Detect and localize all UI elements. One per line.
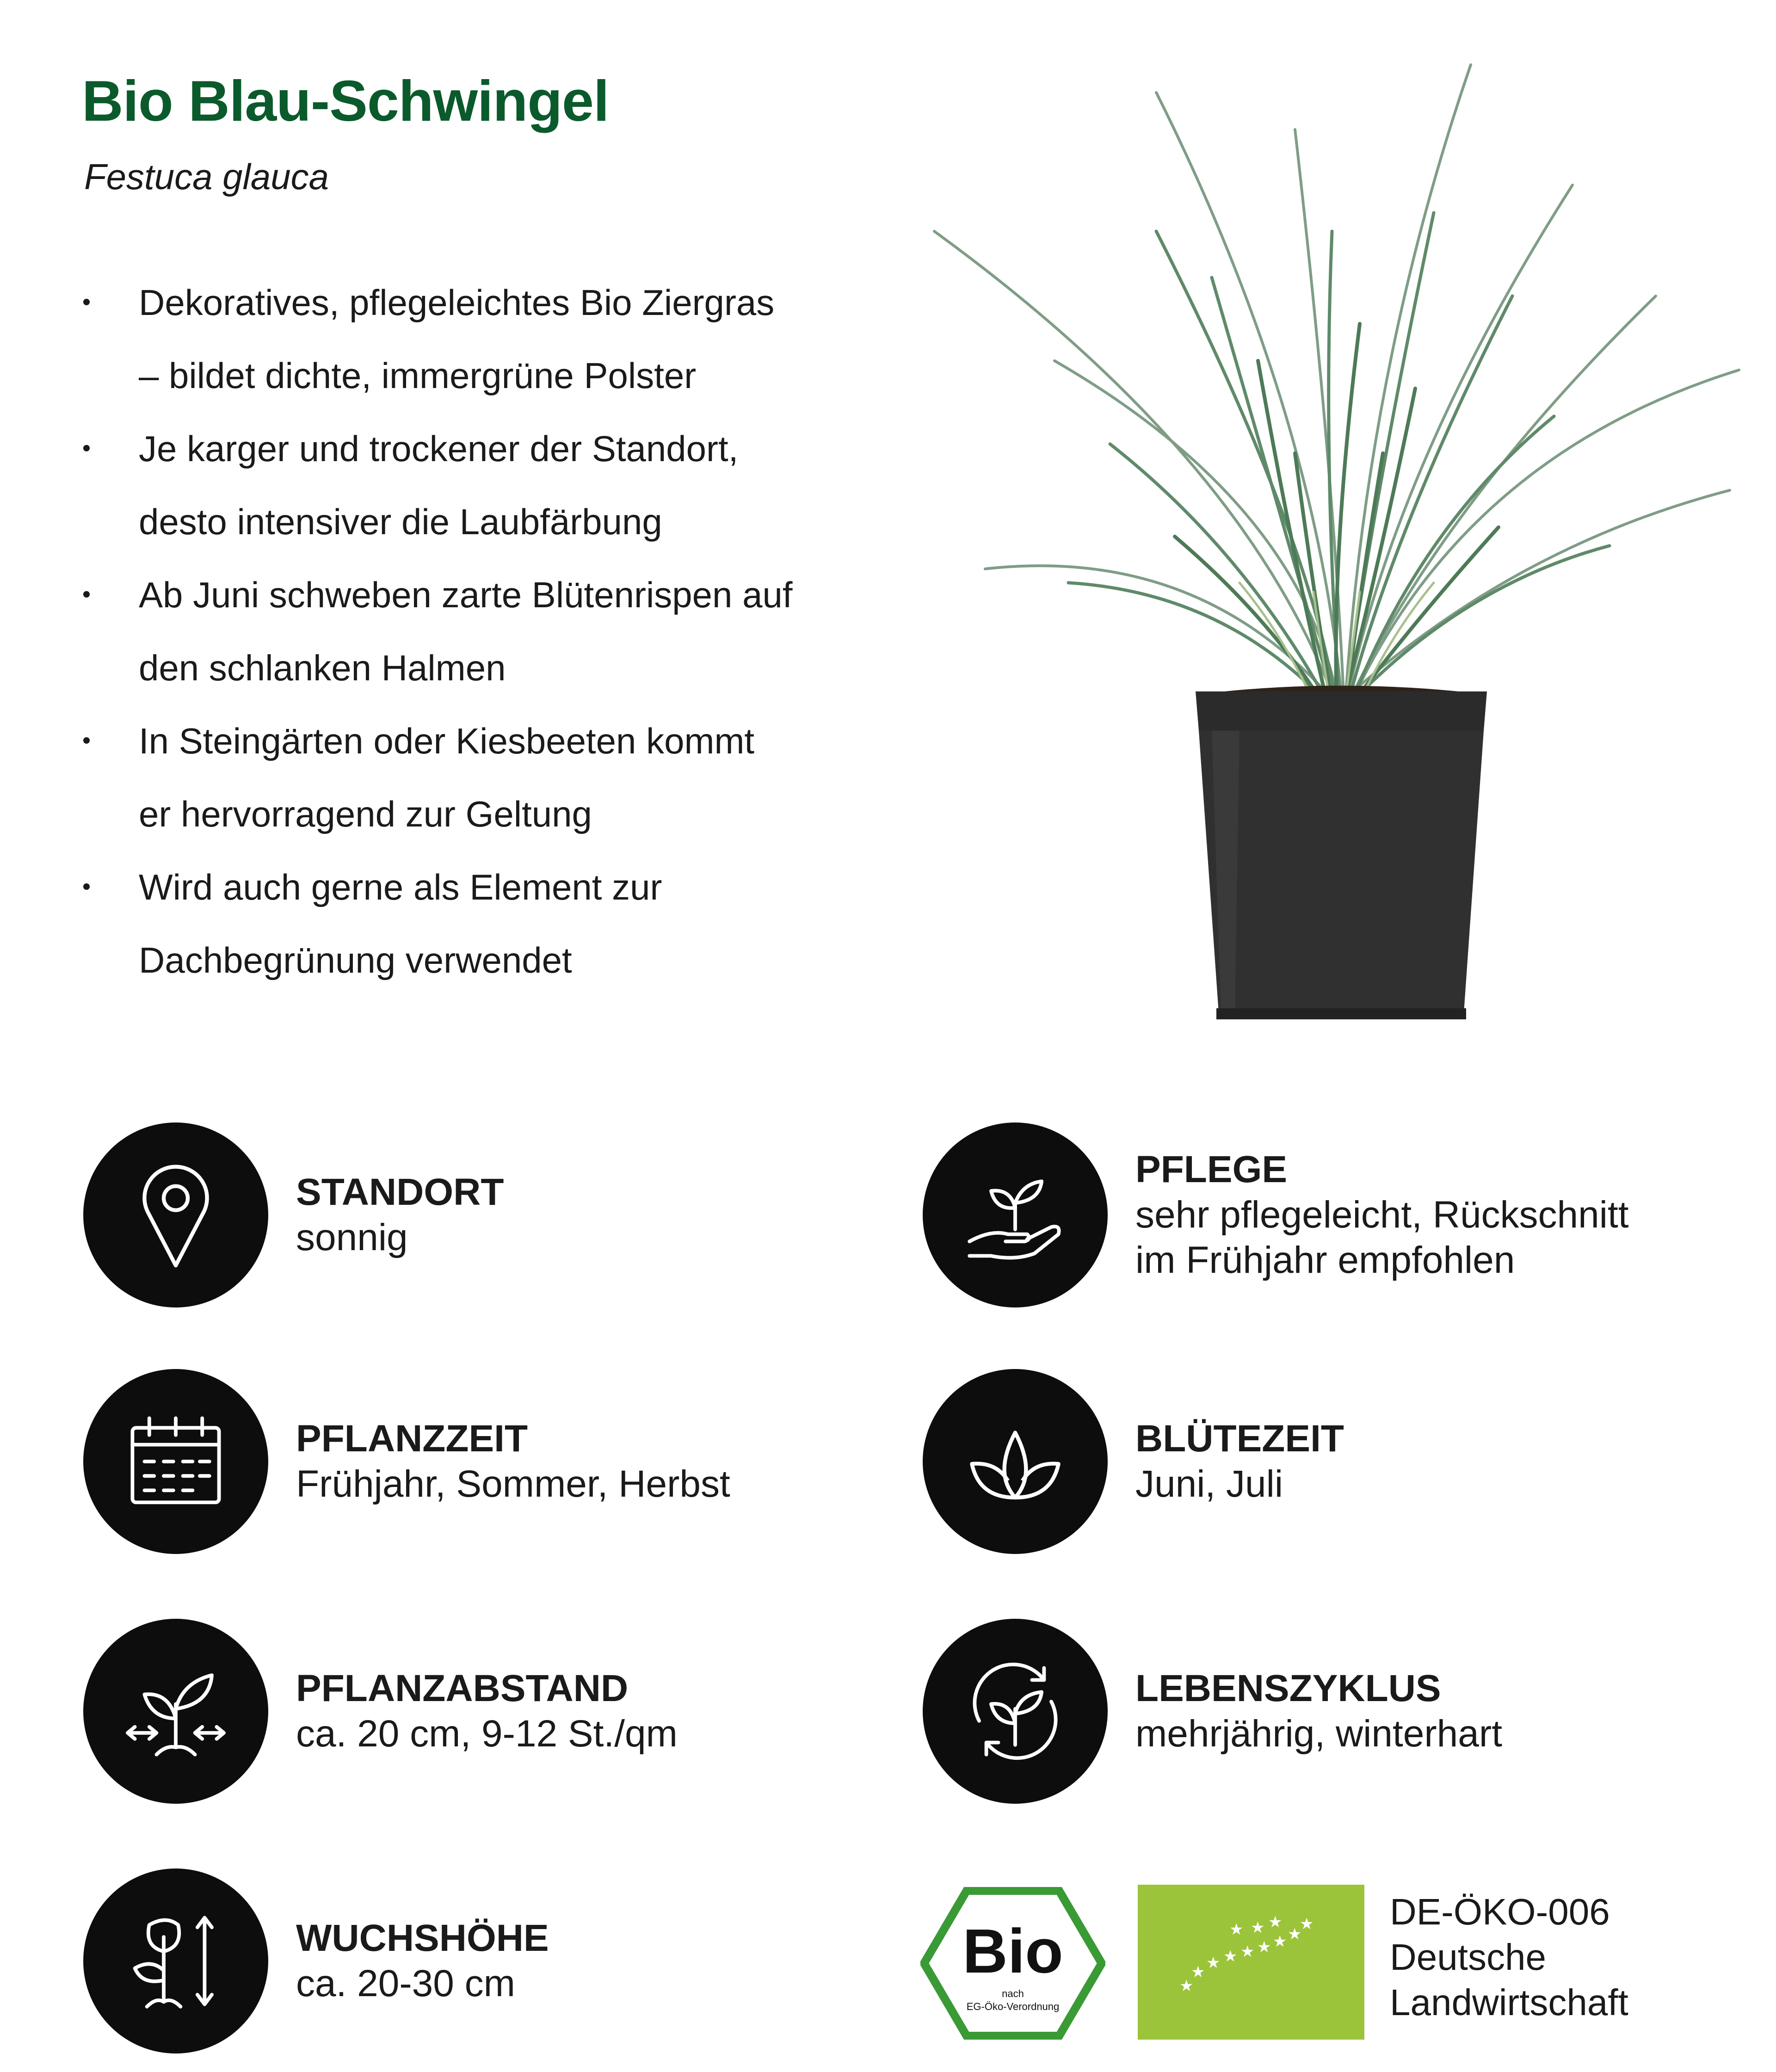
bullet-item: Wird auch gerne als Element zur Dachbegrünung verwendet — [79, 851, 902, 997]
feature-lebenszyklus — [923, 1619, 1663, 1804]
cert-line: Deutsche — [1390, 1936, 1546, 1978]
feature-label: BLÜTEZEIT — [1135, 1418, 1344, 1460]
bio-seal-subtext: EG-Öko-Verordnung — [966, 2001, 1060, 2012]
bullet-item: Dekoratives, pflegeleichtes Bio Ziergras – bildet dichte, immergrüne Polster — [79, 266, 902, 412]
bullet-item: Je karger und trockener der Standort, desto intensiver die Laubfärbung — [79, 412, 902, 558]
feature-bullet-list — [79, 266, 902, 997]
product-title: Bio Blau-Schwingel — [82, 69, 609, 133]
feature-value: sehr pflegeleicht, Rückschnitt — [1135, 1194, 1629, 1236]
feature-pflanzzeit — [83, 1369, 823, 1554]
svg-text:★: ★ — [1257, 1938, 1271, 1956]
svg-text:★: ★ — [1268, 1913, 1283, 1931]
product-photo — [916, 37, 1758, 1036]
feature-value: im Frühjahr empfohlen — [1135, 1239, 1515, 1281]
svg-text:★: ★ — [1240, 1942, 1255, 1961]
bio-seal-text: Bio — [962, 1916, 1063, 1986]
svg-text:★: ★ — [1206, 1954, 1221, 1972]
bio-seal-subtext: nach — [1002, 1988, 1024, 1999]
feature-value: ca. 20-30 cm — [296, 1962, 515, 2004]
feature-wuchshoehe — [83, 1868, 823, 2054]
bullet-item: Ab Juni schweben zarte Blütenrispen auf den schlanken Halmen — [79, 558, 902, 704]
feature-value: mehrjährig, winterhart — [1135, 1713, 1502, 1755]
feature-standort — [83, 1122, 777, 1307]
feature-value: Frühjahr, Sommer, Herbst — [296, 1463, 730, 1505]
feature-pflege — [923, 1122, 1755, 1307]
svg-text:★: ★ — [1179, 1977, 1194, 1995]
svg-text:★: ★ — [1223, 1947, 1238, 1966]
plant-cycle-icon — [923, 1619, 1108, 1804]
svg-text:★: ★ — [1288, 1925, 1302, 1943]
eu-organic-leaf-logo — [1138, 1885, 1364, 2040]
plant-height-icon — [83, 1868, 268, 2054]
feature-label: PFLANZABSTAND — [296, 1667, 629, 1709]
svg-text:★: ★ — [1191, 1963, 1205, 1981]
hand-seedling-icon — [923, 1122, 1108, 1307]
feature-label: WUCHSHÖHE — [296, 1917, 549, 1959]
feature-value: sonnig — [296, 1216, 408, 1258]
calendar-icon — [83, 1369, 268, 1554]
feature-pflanzabstand — [83, 1619, 823, 1804]
feature-label: PFLANZZEIT — [296, 1418, 528, 1460]
botanical-name: Festuca glauca — [84, 156, 329, 197]
bio-seal-logo — [920, 1887, 1105, 2040]
feature-bluetezeit — [923, 1369, 1663, 1554]
feature-value: Juni, Juli — [1135, 1463, 1283, 1505]
location-pin-icon — [83, 1122, 268, 1307]
svg-text:★: ★ — [1300, 1915, 1314, 1933]
feature-label: STANDORT — [296, 1171, 504, 1213]
cert-code: DE-ÖKO-006 — [1390, 1891, 1610, 1932]
feature-value: ca. 20 cm, 9-12 St./qm — [296, 1713, 678, 1755]
svg-text:★: ★ — [1251, 1918, 1265, 1937]
cert-line: Landwirtschaft — [1390, 1982, 1628, 2023]
bullet-item: In Steingärten oder Kiesbeeten kommt er hervorragend zur Geltung — [79, 704, 902, 851]
certification-text — [1390, 1889, 1628, 2025]
svg-text:★: ★ — [1273, 1932, 1287, 1951]
lotus-flower-icon — [923, 1369, 1108, 1554]
feature-label: PFLEGE — [1135, 1148, 1288, 1190]
plant-spacing-icon — [83, 1619, 268, 1804]
feature-label: LEBENSZYKLUS — [1135, 1667, 1441, 1709]
svg-text:★: ★ — [1229, 1920, 1244, 1939]
